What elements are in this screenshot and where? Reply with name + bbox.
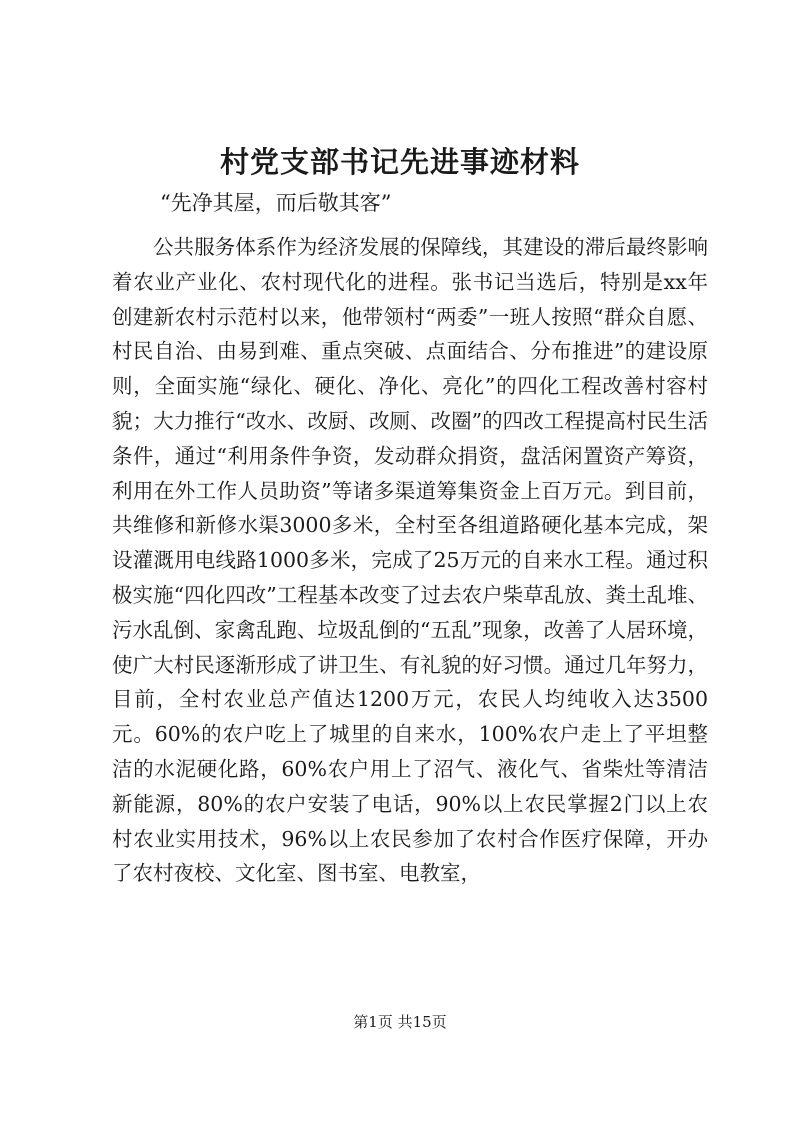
body-paragraph: 公共服务体系作为经济发展的保障线，其建设的滞后最终影响着农业产业化、农村现代化的进程。张书记当选后，特别是xx年创建新农村示范村以来，他带领村“两委”一班人按照“群众自愿、村民自治、由易到难、重点突破、点面结合、分布推进”的建设原则，全面实施“绿化、硬化、净化、亮化”的四化工程改善村容村貌；大力推行“改水、改厨、改厕、改圈”的四改工程提高村民生活条件，通过“利用条件争资，发动群众捐资，盘活闲置资产筹资，利用在外工作人员助资”等诸多渠道筹集资金上百万元。到目前，共维修和新修水渠3000多米，全村至各组道路硬化基本完成，架设灌溉用电线路1000多米，完成了25万元的自来水工程。通过积极实施“四化四改”工程基本改变了过去农户柴草乱放、粪土乱堆、污水乱倒、家禽乱跑、垃圾乱倒的“五乱”现象，改善了人居环境，使广大村民逐渐形成了讲卫生、有礼貌的好习惯。通过几年努力，目前，全村农业总产值达1200万元，农民人均纯收入达3500元。60%的农户吃上了城里的自来水，100%农户走上了平坦整洁的水泥硬化路，60%农户用上了沼气、液化气、省柴灶等清洁新能源，80%的农户安装了电话，90%以上农民掌握2门以上农村农业实用技术，96%以上农民参加了农村合作医疗保障，开办了农村夜校、文化室、图书室、电教室，	[112, 235, 708, 886]
document-subtitle: “先净其屋，而后敬其客”	[160, 191, 392, 215]
document-title: 村党支部书记先进事迹材料	[219, 145, 580, 179]
page-number-footer: 第1页 共15页	[353, 1013, 447, 1031]
